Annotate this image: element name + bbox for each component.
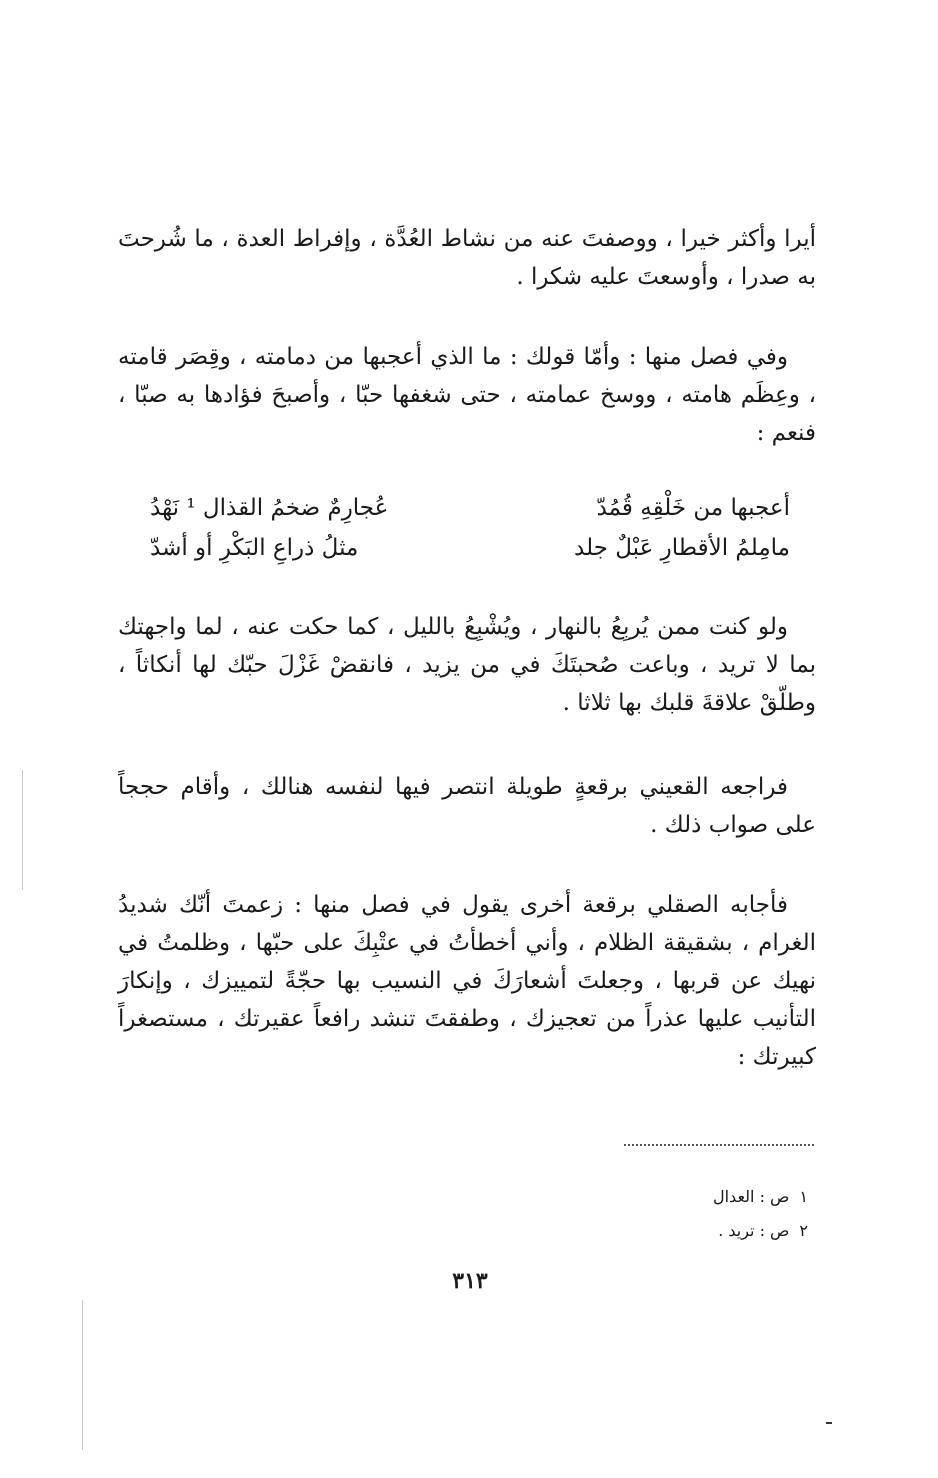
scan-speck <box>826 1422 832 1424</box>
scan-edge-mark-lower <box>82 1300 83 1450</box>
hemistich-second: مثلُ ذراعِ البَكْرِ أو أشدّ <box>150 535 359 561</box>
paragraph-5 <box>118 886 816 1076</box>
hemistich-first: مامِلمُ الأقطارِ عَبْلٌ جلد <box>574 535 790 561</box>
paragraph-text: ولو كنت ممن يُربِعُ بالنهار ، ويُشْبِعُ بالليل ، كما حكت عنه ، لما واجهتك بما لا تريد ، وباعت صُحبتَكَ في من يزيد ، فانقضْ غَزْلَ حبّك لها أنكاثاً ، وطلّقْ علاقةَ قلبك بها ثلاثا . <box>118 614 816 716</box>
verse-line <box>150 488 790 528</box>
footnote-number: ١ <box>799 1187 808 1206</box>
verse-line <box>150 528 790 568</box>
page-number: ٣١٣ <box>452 1268 488 1294</box>
paragraph-text: فراجعه القعيني برقعةٍ طويلة انتصر فيها لنفسه هنالك ، وأقام حججاً على صواب ذلك . <box>118 774 816 838</box>
scan-edge-mark-upper <box>22 770 23 890</box>
paragraph-4 <box>118 768 816 844</box>
hemistich-first: أعجبها من خَلْقِهِ قُمُدّ <box>596 495 790 521</box>
paragraph-text: أيرا وأكثر خيرا ، ووصفتَ عنه من نشاط العُدَّة ، وإفراط العدة ، ما شُرحتَ به صدرا ، وأوسعتَ عليه شكرا . <box>118 226 816 290</box>
footnote-divider <box>624 1144 814 1146</box>
paragraph-text: وفي فصل منها : وأمّا قولك : ما الذي أعجبها من دمامته ، وقِصَر قامته ، وعِظَم هامته ، ووسخ عمامته ، حتى شغفها حبّا ، وأصبحَ فؤادها به صبّا ، فنعم : <box>118 344 816 446</box>
footnote-text: ص : تريد . <box>718 1221 790 1240</box>
paragraph-2 <box>118 338 816 452</box>
footnote-number: ٢ <box>799 1221 808 1240</box>
paragraph-text: فأجابه الصقلي برقعة أخرى يقول في فصل منها : زعمتَ أنّك شديدُ الغرام ، بشقيقة الظلام ، وأني أخطأتُ في عتْبِكَ على حبّها ، وظلمتُ في نهيك عن قربها ، وجعلتَ أشعارَكَ في النسيب بها حجّةً لتمييزك ، وإنكارَ التأنيب عليها عذراً من تعجيزك ، وطفقتَ تنشد رافعاً عقيرتك ، مستصغراً كبيرتك : <box>118 892 816 1070</box>
poem <box>150 488 790 568</box>
footnote-item <box>560 1214 808 1248</box>
hemistich-second: عُجارِمٌ ضخمُ القذال ¹ نَهْدُ <box>150 495 389 521</box>
paragraph-3 <box>118 608 816 722</box>
footnote-text: ص : العدال <box>712 1187 790 1206</box>
footnotes <box>560 1180 808 1248</box>
footnote-item <box>560 1180 808 1214</box>
paragraph-1 <box>118 220 816 296</box>
